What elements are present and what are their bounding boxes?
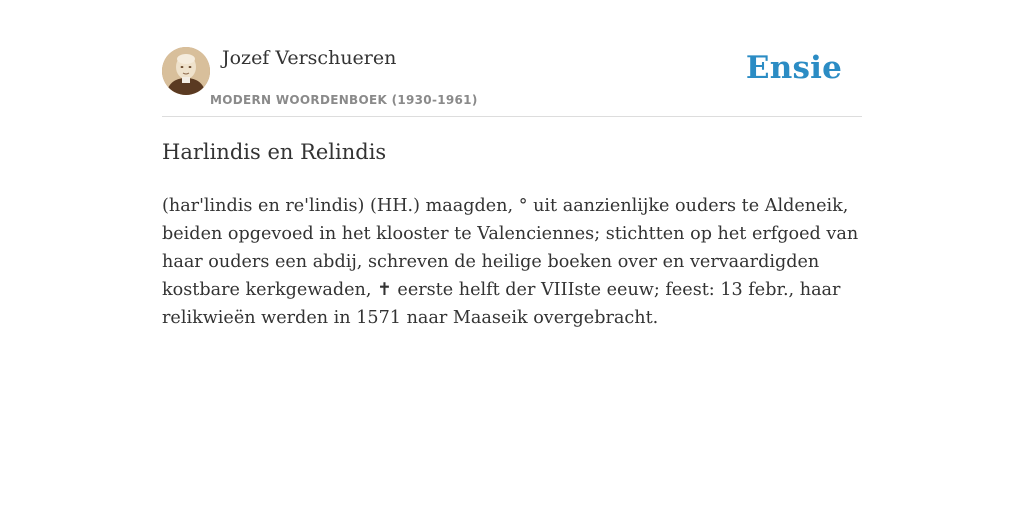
source-label[interactable]: MODERN WOORDENBOEK (1930-1961) <box>210 93 478 107</box>
ensie-logo[interactable]: Ensie <box>745 50 842 86</box>
portrait-icon <box>162 47 210 95</box>
entry-header <box>162 46 862 117</box>
entry-title: Harlindis en Relindis <box>162 140 387 164</box>
author-name[interactable]: Jozef Verschueren <box>222 47 397 69</box>
entry-definition: (har'lindis en re'lindis) (HH.) maagden, ° uit aanzienlijke ouders te Aldeneik, beiden opgevoed in het klooster te Valenciennes; stichtten op het erfgoed van haar ouders een abdij, schreven de heilige boeken over en vervaardigden kostbare kerkgewaden, ✝ eerste helft der VIIIste eeuw; feest: 13 febr., haar relikwieën werden in 1571 naar Maaseik overgebracht. <box>162 196 859 328</box>
author-avatar[interactable] <box>162 47 210 95</box>
